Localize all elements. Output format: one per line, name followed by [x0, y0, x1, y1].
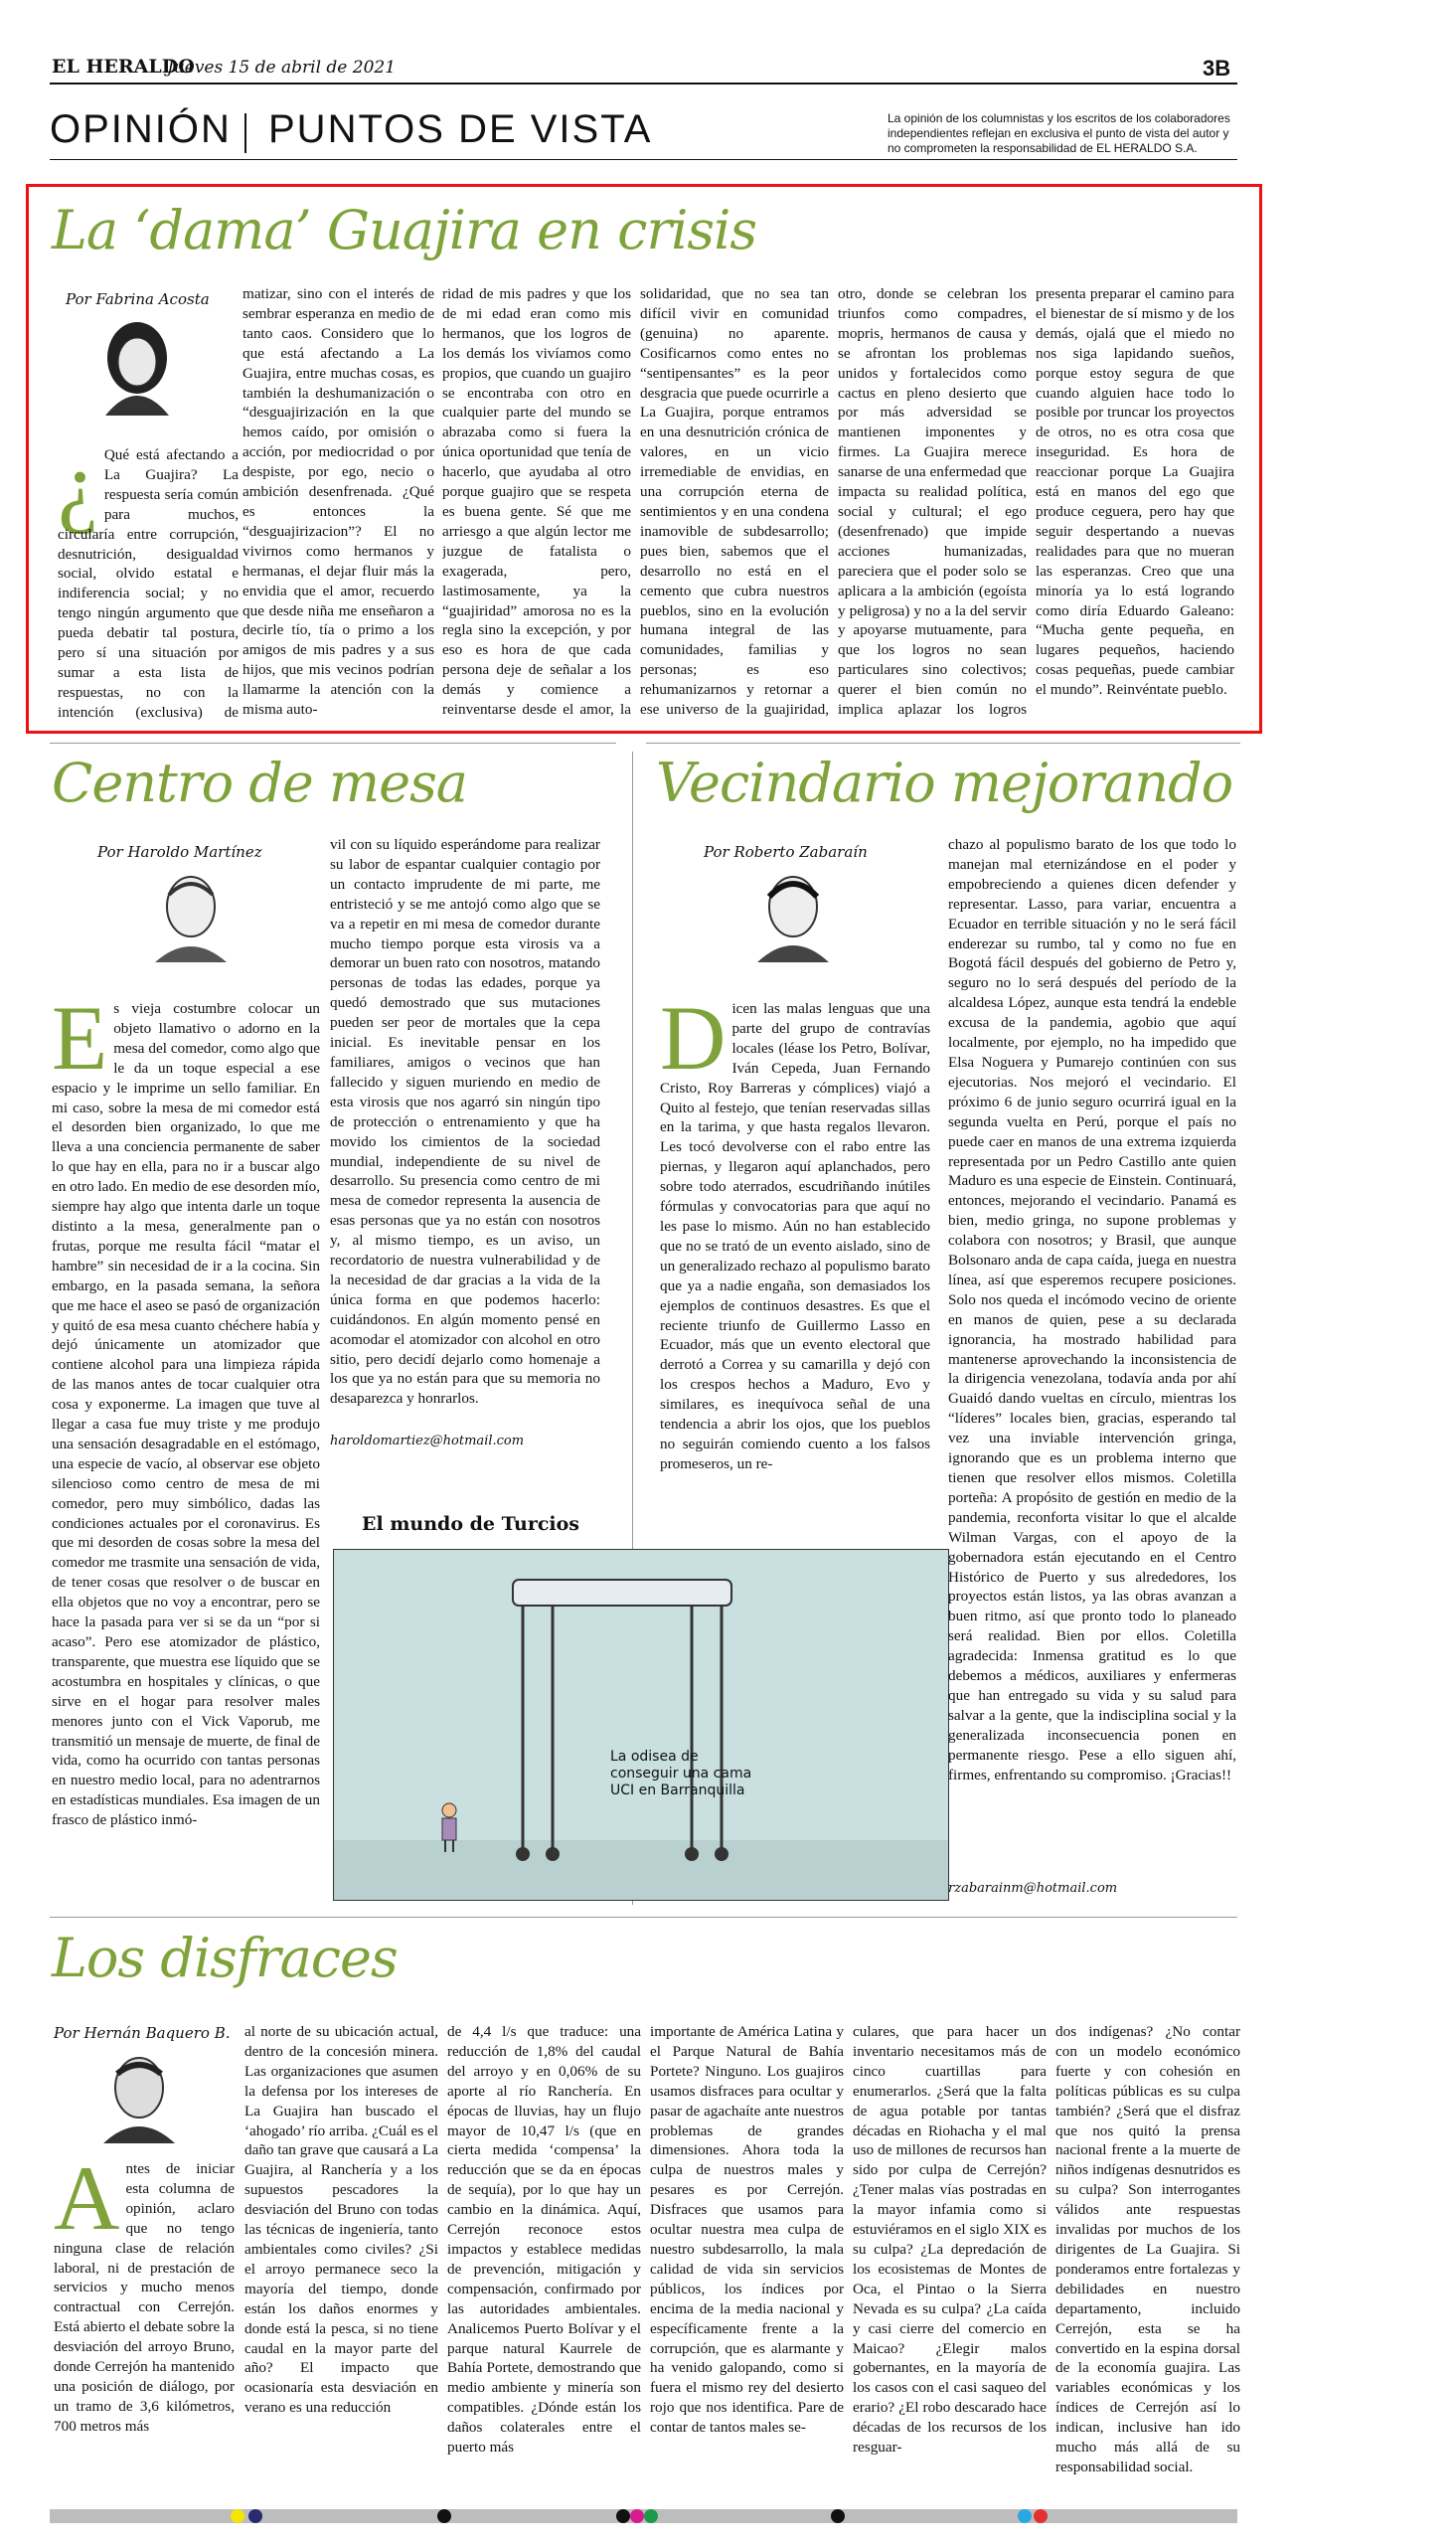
article-column: Antes de iniciar esta columna de opinión, aclaro que no tengo ninguna clase de relación laboral, ni de prestación de servicios y mucho menos contractual con Cerrejón. Está abierto el debate sobre la desviación del arroyo Bruno, donde Cerrejón ha mantenido una posición de diálogo, por un tramo de 3,6 kilómetros, 700 metros más: [54, 2159, 235, 2435]
print-mark: [248, 2509, 262, 2523]
cartoon-drawing: [334, 1550, 948, 1900]
author-portrait: [97, 316, 177, 416]
author-email: rzabarainm@hotmail.com: [948, 1881, 1118, 1896]
article-column: Dicen las malas lenguas que una parte del grupo de contravías locales (léase los Petro, Bolívar, Iván Cepeda, Juan Fernando Cristo, Roy Barreras y cómplices) viajó a Quito al festejo, que tenían reservadas sillas en la tarima, y que hasta regalos llevaron. Les tocó devolverse con el rabo entre las piernas, y llegaron aquí aplanchados, pero sobre todo aterrados, escudriñando inútiles fórmulas y convocatorias para que aquí no les pase lo mismo. Aún no han establecido que no se trató de un evento aislado, sino de un generalizado rechazo al populismo barato que ya a nadie engaña, son demasiados los ejemplos de continuos desastres. Es que el reciente triunfo de Guillermo Lasso en Ecuador, más que un evento electoral que derrotó a Correa y su camarilla y dejó con los crespos hechos a Maduro, Evo y similares, es inequívoca señal de una tendencia a abrir los ojos, que los pueblos no seguirán comiendo cuento a los falsos promeseros, un re-: [660, 999, 930, 1472]
section-rule: [50, 1917, 1237, 1918]
print-mark: [831, 2509, 845, 2523]
article-column: solidaridad, que no sea tan difícil vivir en comunidad (genuina) no aparente. Cosificarnos como entes no “sentipensantes” es la peor desgracia que puede ocurrirle a La Guajira, porque entramos en una desnutrición crónica de valores, en un vicio irremediable de envidias, en una corrupción eterna de sentimientos y en una condena inamovible de subdesarrollo; pues bien, sabemos que el desarrollo no está en el cemento que cubra nuestros pueblos, sino en la evolución humana integral de las comunidades, familias y personas; es eso rehumanizarnos y retornar a ese universo de la guajiridad,: [640, 285, 829, 719]
cartoon-caption: La odisea de conseguir una cama UCI en Barranquilla: [610, 1749, 752, 1798]
article-column: presenta preparar el camino para el bienestar de sí mismo y de los demás, ojalá que el miedo no nos siga lapidando sueños, porque estoy segura de que cuando alguien hace todo lo posible por truncar los proyectos de otros, no es otra cosa que inseguridad. Es hora de reaccionar porque La Guajira está en manos del ego que produce ceguera, pero hay que seguir despertando a nuevas realidades para que no mueran las esperanzas. Creo que una minoría ya lo está logrando como diría Eduardo Galeano: “Mucha gente pequeña, en lugares pequeños, haciendo cosas pequeñas, puede cambiar el mundo”. Reinvéntate pueblo.: [1036, 285, 1234, 699]
article-column: de 4,4 l/s que traduce: una reducción de 1,8% del caudal del arroyo y en 0,06% de su aporte al río Ranchería. En épocas de lluvias, hay un flujo mayor de 10,47 l/s (que en cierta medida ‘compensa’ la reducción que se da en épocas de sequía), por lo que hay un cambio en la dinámica. Aquí, Cerrejón reconoce estos impactos y establece medidas de prevención, mitigación y compensación, confirmado por las autoridades ambientales. Analicemos Puerto Bolívar y el parque natural Kaurrele de Bahía Portete, demostrando que medio ambiente y minería son compatibles. ¿Dónde están los daños colaterales entre el puerto más: [447, 2023, 641, 2457]
print-mark: [1018, 2509, 1032, 2523]
print-mark: [437, 2509, 451, 2523]
print-mark: [231, 2509, 244, 2523]
article-column: matizar, sino con el interés de sembrar esperanza en medio de tanto caos. Considero que lo que está afectando a La Guajira, entre muchas cosas, es también la deshumanización o “desguajirización en la que hemos caído, por omisión o acción, por mediocridad o por despiste, por ego, necio o ambición desenfrenada. ¿Qué es entonces la “desguajirizacion”? El no vivirnos como hermanos y hermanas, el dejar fluir más la envidia que el amor, recuerdo que desde niña me enseñaron a decirle tío, tía o primo a los amigos de mis padres y a sus hijos, que mis vecinos podrían llamarme la atención con la misma auto-: [243, 285, 434, 719]
masthead-rule: [50, 83, 1237, 85]
newspaper-name: EL HERALDO: [52, 56, 195, 78]
article-byline: Por Haroldo Martínez: [97, 843, 262, 861]
section-rule: [50, 159, 1237, 160]
cartoon-title: El mundo de Turcios: [362, 1513, 579, 1535]
subsection-title: PUNTOS DE VISTA: [268, 107, 653, 151]
article-byline: Por Hernán Baquero B.: [54, 2024, 231, 2042]
article-column: otro, donde se celebran los triunfos como compadres, mopris, hermanos de causa y se afrontan los problemas unidos y fortalecidos como cactus en pleno desierto que por más adversidad se mantienen imponentes y firmes. La Guajira merece sanarse de una enfermedad que impacta su realidad política, social y cultural; el ego (desenfrenado) que impide acciones humanizadas, pareciera que el poder solo se aplicara a la ambición (egoísta y peligrosa) y no a la del servir y apoyarse mutuamente, para que los logros no sean particulares sino colectivos; querer el bien común no implica aplazar los logros: [838, 285, 1027, 719]
article-column: dos indígenas? ¿No contar con un modelo económico fuerte y con cohesión en políticas públicas es su culpa también? ¿Será que el disfraz que nos quitó la prensa nacional frente a la muerte de niños indígenas desnutridos es su culpa? Son interrogantes válidos ante respuestas invalidas por muchos de los dirigentes de La Guajira. Si ponderamos entre fortalezas y debilidades en nuestro departamento, incluido Cerrejón, esta se ha convertido en la espina dorsal de la economía guajira. Las variables económicas y los índices de Cerrejón así lo indican, inclusive han ido mucho más allá de su responsabilidad social.: [1055, 2023, 1240, 2475]
article-byline: Por Fabrina Acosta: [66, 290, 210, 308]
article-column: chazo al populismo barato de los que todo lo manejan mal eternizándose en el poder y empobreciendo a quienes dicen defender y representar. Lasso, para variar, encuentra a Ecuador en terrible situación y no le será fácil enderezar su rumbo, tal y como no fue en Bogotá fácil después del gobierno de Petro y, seguro no lo será después del período de la alcaldesa López, aunque esta tendrá la endeble excusa de la pandemia, agobio que aquí localmente, por ejemplo, no ha impedido que Elsa Noguera y Pumarejo continúen con sus ejecutorias. Nos mejoró el vecindario. El próximo 6 de junio seguro ocurrirá igual en la segunda vuelta en Perú, porque el país no puede caer en manos de una extrema izquierda representada por un Pedro Castillo ante quien Maduro es una especie de Einstein. Continuará, entonces, mejorando el vecindario. Panamá es bien, medio gringa, no supone problemas y colabora con nosotros; y Brasil, que aunque Bolsonaro anda de capa caída, juega en nuestra línea, así que esperemos recupere posiciones. Solo nos queda el incómodo vecino de oriente en manos de quien, pese a su declarada ignorancia, ha mostrado habilidad para mantenerse aprovechando la inconsistencia de la dirigencia venezolana, todavía anda por ahí Guaidó dando vueltas en círculo, mientras los “líderes” locales bien, gracias, esperando tal vez una inviable intervención gringa, ignorando que es un problema interno que tienen que resolver ellos mismos. Coletilla porteña: A propósito de gestión en medio de la pandemia, reconforta visitar lo que el alcalde Wilman Vargas, con el apoyo de la gobernadora están ejecutando en el Centro Histórico de Puerto y sus alrededores, los proyectos están listos, ya las obras avanzan a buen ritmo, así que pronto todo lo planeado será realidad. Bien por ellos. Coletilla agradecida: Inmensa gratitud es lo que debemos a médicos, auxiliares y enfermeras que han entregado su vida y su salud para salvar a la gente, que la indisciplina social y la generalizada inconsecuencia ponen en permanente riesgo. Pese a ello siguen ahí, firmes, enfrentando su compromiso. ¡Gracias!!: [948, 836, 1236, 1783]
section-rule: [50, 743, 616, 744]
author-portrait: [99, 2048, 179, 2143]
disclaimer: La opinión de los columnistas y los escritos de los colaboradores independientes reflejan en exclusiva el punto de vista del autor y no comprometen la responsabilidad de EL HERALDO S.A.: [888, 111, 1230, 155]
page-number: 3B: [1203, 56, 1231, 81]
issue-date: Jueves 15 de abril de 2021: [167, 58, 397, 78]
article-column: vil con su líquido esperándome para realizar su labor de espantar cualquier contagio por un contacto imprudente de mi parte, me entristeció y se me antojó como algo que se va a repetir en mi mesa de comedor durante mucho tiempo porque esta virosis va a demorar un buen rato con nosotros, matando personas de todas las edades, porque ya quedó demostrado que sus mutaciones pueden ser peor de mortales que la cepa inicial. Es inevitable pensar en los familiares, amigos o vecinos que han fallecido y siguen muriendo en medio de esta virosis que nos agarró sin ningún tipo de protección o entrenamiento y que ha movido los cimientos de la sociedad mundial, independiente de su nivel de desarrollo. Su presencia como centro de mi mesa de comedor representa la ausencia de esas personas que ya no están con nosotros y, al mismo tiempo, es un aviso, un recordatorio de nuestra vulnerabilidad y de la necesidad de dar gracias a la vida de la única forma en que podemos hacerlo: cuidándonos. En algún momento pensé en acomodar el atomizador con alcohol en otro sitio, pero decidí dejarlo como homenaje a los que ya no están para que su memoria no desaparezca y honrarlos.: [330, 836, 600, 1408]
article-column: Es vieja costumbre colocar un objeto llamativo o adorno en la mesa del comedor, como algo que le da un toque especial a ese espacio y le imprime un sello familiar. En mi caso, sobre la mesa de mi comedor está el desorden bien organizado, lo que me lleva a una conciencia permanente de saber lo que hay en ella, para no ir a buscar algo en otro lado. En medio de ese desorden mío, siempre hay algo que intenta darle un toque distinto a la mesa, generalmente pan o frutas, porque me resulta fácil “matar el hambre” sin necesidad de ir a la cocina. Sin embargo, en la pasada semana, la señora que me hace el aseo se pasó de organización y quitó de esa mesa cuanto chéchere había y dejó únicamente un atomizador que contiene alcohol para una limpieza rápida de las manos antes de tocar cualquier otra cosa y exponerme. La imagen que tuve al llegar a casa fue muy triste y me produjo una sensación desagradable en el estómago, una especie de vacío, al observar ese objeto silencioso como centro de mesa de mi comedor, pero muy simbólico, dadas las condiciones actuales por el coronavirus. Es que mi desorden de cosas sobre la mesa del comedor me trasmite una sensación de vida, de tener cosas que resolver o de buscar en ella objetos que no voy a encontrar, pero se hace la pasada para ver si se da un “por si acaso”. Pero ese atomizador de plástico, transparente, que muestra ese líquido que se acostumbra en hospitales y clínicas, o que sirve en el hogar para resolver males menores junto con el Vick Vaporub, me transmitió un mensaje de muerte, de final de vida, como ha ocurrido con tantas personas en nuestro medio local, para no adentrarnos en estadísticas mundiales. Esa imagen de un frasco de plástico inmó-: [52, 999, 320, 1829]
print-mark: [616, 2509, 630, 2523]
print-mark: [630, 2509, 644, 2523]
drop-cap: A: [54, 2159, 120, 2249]
author-email: haroldomartiez@hotmail.com: [330, 1434, 525, 1448]
article-headline: Vecindario mejorando: [656, 752, 1233, 814]
drop-cap: E: [52, 999, 108, 1089]
article-headline: Centro de mesa: [52, 752, 467, 814]
section-title: OPINIÓN: [50, 107, 232, 151]
article-headline: Los disfraces: [52, 1927, 398, 1989]
section-rule: [646, 743, 1240, 744]
author-portrait: [151, 867, 231, 962]
article-column: al norte de su ubicación actual, dentro de la concesión minera. Las organizaciones que asumen la defensa por los intereses de La Guajira han buscado el ‘ahogado’ río arriba. ¿Cuál es el daño tan grave que causará a La Guajira, al Ranchería y a los supuestos pescadores la desviación del Bruno con todas las técnicas de ingeniería, tanto ambientales como civiles? ¿Si el arroyo permanece seco la mayoría del tiempo, donde están los daños enormes y donde está la pesca, si no tiene caudal en la mayor parte del año? El impacto que ocasionaría esta desviación en verano es una reducción: [244, 2023, 438, 2417]
cartoon-panel: [333, 1549, 949, 1901]
print-mark: [644, 2509, 658, 2523]
drop-cap: ¿: [58, 445, 98, 535]
article-headline: La ‘dama’ Guajira en crisis: [52, 199, 757, 261]
article-column: ¿ Qué está afectando a La Guajira? La respuesta sería común para muchos, circularía entre corrupción, desnutrición, desigualdad social, olvido estatal e indiferencia social; y no tengo ningún argumento que pueda debatir tal postura, pero sí una situación por sumar a esta lista de respuestas, no con la intención (exclusiva) de: [58, 445, 239, 720]
section-divider: [244, 113, 246, 153]
article-column: culares, que para hacer un inventario necesitamos más de cinco cuartillas para enumerarlos. ¿Será que la falta de agua potable por tantas décadas en Riohacha y el mal uso de millones de recursos han sido por culpa de Cerrejón? ¿Tener malas vías postradas en la mayor infamia como si estuviéramos en el siglo XIX es su culpa? ¿La depredación de los ecosistemas de Montes de Oca, el Pintao o la Sierra Nevada es su culpa? ¿La caída y casi cierre del comercio en Maicao? ¿Elegir malos gobernantes, en la mayoría de los casos con el casi saqueo del erario? ¿El robo descarado hace décadas de los recursos de los resguar-: [853, 2023, 1047, 2457]
author-portrait: [753, 867, 833, 962]
article-column: importante de América Latina y el Parque Natural de Bahía Portete? Ninguno. Los guajiros usamos disfraces para ocultar y pasar de agachaíte ante nuestros problemas de grandes dimensiones. Ahora toda la culpa de nuestros males y pesares es por Cerrejón. Disfraces que usamos para ocultar nuestra mea culpa de nuestro subdesarrollo, la mala calidad de vida sin servicios públicos, los índices por encima de la media nacional y específicamente frente a la corrupción, que es alarmante y ha venido galopando, como si fuera el mismo rey del desierto rojo que nos identifica. Pare de contar de tantos males se-: [650, 2023, 844, 2437]
print-mark: [1034, 2509, 1048, 2523]
article-column: ridad de mis padres y que los de mi edad eran como mis hermanos, que los logros de los demás los vivíamos como propios, que cuando un guajiro se encontraba con otro en cualquier parte del mundo se abrazaba como si fuera la única oportunidad que tenía de hacerlo, que ayudaba al otro porque guajiro que se respeta es buena gente. Sé que me arriesgo a que algún lector me juzgue de fatalista o exagerada, pero, lastimosamente, ya la “guajiridad” amorosa no es la regla sino la excepción, y por eso es hora de que cada persona deje de señalar a los demás y comience a reinventarse desde el amor, la: [442, 285, 631, 719]
article-byline: Por Roberto Zabaraín: [704, 843, 868, 861]
drop-cap: D: [660, 999, 727, 1089]
